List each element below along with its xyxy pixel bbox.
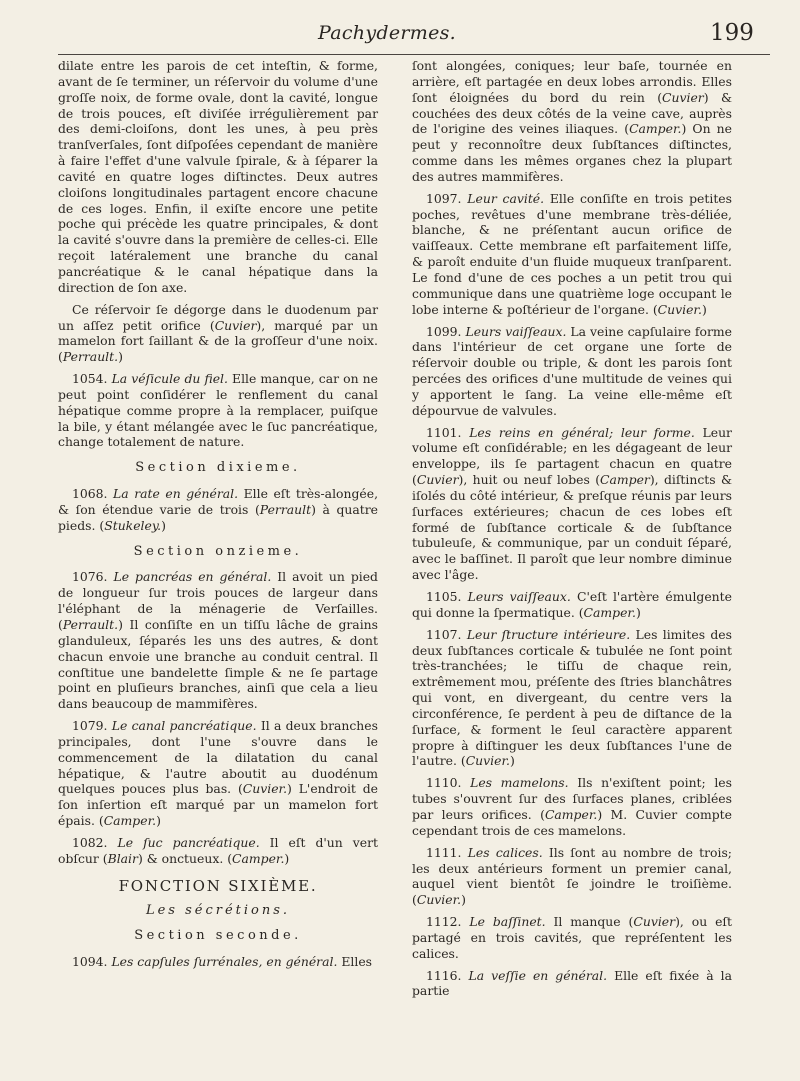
paragraph-term: Leurs vaiſſeaux. — [467, 589, 571, 604]
paragraph-1110 — [412, 775, 732, 838]
paragraph-text: ) & couchées des deux côtés de la veine cave, auprès de l'origine des veines iliaques. ( — [412, 89, 732, 137]
citation: Cuvier. — [657, 301, 702, 317]
paragraph-text: Il a deux branches principales, dont l'une s'ouvre dans le commencement de la dilatation du canal hépatique, & l'autre aboutit au duodénum quelques pouces plus bas. ( — [58, 718, 378, 797]
paragraph-text: La veine capſulaire forme dans l'intérieur de cet organe une ſorte de réſervoir double ou triple, & dont les parois ſont percées des orifices d'une multitude de veines qui y apportent le ſang. La veine elle-même eſt dépourvue de valvules. — [412, 323, 732, 418]
citation: Camper. — [544, 806, 598, 822]
citation: Camper. — [103, 813, 157, 829]
paragraph-term: Le ſuc pancréatique. — [117, 834, 260, 850]
paragraph-number: 1116. — [426, 967, 462, 983]
paragraph-number: 1076. — [72, 569, 108, 585]
header-rule — [58, 54, 770, 55]
paragraph-text: Elle manque, car on ne peut point conſidérer le renflement du canal hépatique comme propre à la remplacer, puiſque la bile, y étant mélangée avec le ſuc pancréatique, change totalement de nature. — [58, 371, 378, 450]
paragraph-text: Elle eſt fixée à la partie — [412, 967, 732, 999]
paragraph-1116 — [412, 968, 732, 1000]
paragraph-text: ) — [509, 753, 515, 769]
paragraph-text: dilate entre les parois de cet inteſtin, & forme, avant de ſe terminer, un réſervoir du volume d'une groſſe noix, de forme ovale, dont la cavité, longue de trois pouces, eſt diviſée irrégulièrement par des demi-cloiſons, dont les unes, à peu près tranſverſales, ſont diſpoſées cependant de manière à faire l'effet d'une valvule ſpirale, & à ſéparer la cavité en quatre loges diſtinctes. Deux autres cloiſons longitudinales partagent encore chacune de ces loges. Enfin, il exiſte encore une petite poche qui précède les quatre principales, & dont la cavité s'ouvre dans la première de celles-ci. Elle reçoit latéralement une branche du canal pancréatique & le canal hépatique dans la direction de ſon axe. — [58, 58, 378, 295]
citation: Cuvier. — [465, 753, 510, 769]
fonction-heading: FONCTION SIXIÈME. — [118, 876, 318, 895]
citation: Perrault — [259, 501, 312, 517]
running-title: Pachydermes. — [318, 22, 457, 44]
paragraph-text: ), marqué par un mamelon fort ſaillant & de la groſſeur d'une noix. ( — [58, 317, 378, 365]
paragraph-term: Le pancréas en général. — [113, 569, 272, 585]
citation: Blair — [107, 850, 138, 866]
paragraph-1111 — [412, 845, 732, 908]
paragraph-text: Ils n'exiſtent point; les tubes s'ouvrent ſur des ſurfaces planes, criblées par leurs orifices. ( — [412, 775, 732, 822]
paragraph-text: ) à quatre pieds. ( — [58, 501, 378, 533]
paragraph-1094 — [58, 954, 378, 970]
running-header — [0, 20, 800, 54]
paragraph-1099 — [412, 324, 732, 419]
paragraph-text: Il avoit un pied de longueur ſur trois pouces de largeur dans l'éléphant de la ménagerie de Verſailles. ( — [58, 569, 378, 632]
citation: Perrault. — [62, 617, 119, 632]
citation: Camper. — [629, 121, 682, 137]
citation: Cuvier — [633, 914, 676, 930]
paragraph-number: 1101. — [426, 424, 462, 440]
paragraph-text: Il eſt d'un vert obſcur ( — [58, 834, 379, 866]
paragraph-text: ) — [461, 892, 466, 908]
paragraph-text: Elles — [337, 954, 373, 970]
paragraph-term: Le canal pancréatique. — [111, 718, 257, 734]
paragraph-1079 — [58, 718, 378, 829]
citation: Cuvier. — [242, 781, 288, 797]
paragraph-text: ), diſtincts & iſolés du côté intérieur, & preſque réunis par leurs ſurfaces extérieures; chacun de ces lobes eſt formé de ſubſtance corticale & de ſubſtance tubuleuſe, & communique, par un conduit ſéparé, avec le baſſinet. Il paroît que leur nombre diminue avec l'âge. — [412, 472, 732, 583]
paragraph-number: 1097. — [426, 190, 462, 206]
paragraph-1082 — [58, 835, 378, 867]
citation: Cuvier. — [416, 892, 462, 908]
paragraph-text: ), huit ou neuf lobes ( — [458, 472, 601, 488]
section-heading-seconde: Section seconde. — [134, 928, 302, 944]
paragraph-text: Les limites des deux ſubſtances corticale & tubulée ne ſont point très-tranchées; le tiſſu de chaque rein, extrêmement mou, préſente des ſtries blanchâtres qui vont, en divergeant, du centre vers la circonférence, ſe perdent à peu de diſtance de la ſurface, & forment le ſeul caractère apparent propre à diſtinguer les deux ſubſtances l'une de l'autre. ( — [412, 626, 732, 769]
paragraph-text: ſont alongées, coniques; leur baſe, tournée en arrière, eſt partagée en deux lobes arrondis. Elles ſont éloignées du bord du rein ( — [412, 58, 732, 105]
paragraph-number: 1094. — [72, 954, 108, 970]
paragraph-reservoir-continued — [58, 58, 378, 296]
paragraph-term: Les capſules ſurrénales, en général. — [111, 954, 338, 970]
paragraph-1107 — [412, 627, 732, 770]
paragraph-1054 — [58, 371, 378, 450]
citation: Cuvier — [416, 472, 459, 488]
paragraph-term: Le baſſinet. — [469, 914, 546, 930]
paragraph-text: Elle conſiſte en trois petites poches, revêtues d'une membrane très-déliée, blanche, & ne préſentant aucun orifice de vaiſſeaux. Cette membrane eſt parfaitement liſſe, & paroît enduite d'un fluide muqueux tranſparent. Le fond d'une de ces poches a un petit trou qui communique dans une quatrième loge occupant le lobe interne & poſtérieur de l'organe. ( — [412, 190, 732, 317]
paragraph-1097 — [412, 191, 732, 318]
citation: Cuvier — [662, 89, 704, 105]
paragraph-number: 1107. — [426, 626, 462, 642]
paragraph-text: Ils ſont au nombre de trois; les deux antérieurs forment un premier canal, auquel vient bientôt ſe joindre le troiſième. ( — [412, 844, 732, 908]
paragraph-text: ) — [701, 301, 707, 317]
paragraph-1101 — [412, 425, 732, 583]
section-heading-dixieme: Section dixieme. — [135, 460, 301, 476]
paragraph-text: ) — [156, 813, 161, 829]
paragraph-number: 1079. — [72, 718, 108, 734]
paragraph-number: 1111. — [426, 844, 462, 860]
paragraph-text: ) & onctueux. ( — [137, 850, 233, 866]
paragraph-term: La véſicule du fiel. — [111, 371, 228, 387]
paragraph-term: Leur cavité. — [467, 190, 545, 206]
paragraph-number: 1112. — [426, 914, 462, 930]
paragraph-text: C'eſt l'artère émulgente qui donne la ſpermatique. ( — [412, 589, 732, 620]
paragraph-term: Leurs vaiſſeaux. — [465, 323, 567, 339]
paragraph-text: Leur volume eſt conſidérable; en les dégageant de leur enveloppe, ils ſe partagent chacun en quatre ( — [412, 424, 732, 488]
paragraph-text: ) L'endroit de ſon inſertion eſt marqué par un mamelon fort épais. ( — [58, 781, 378, 829]
paragraph-number: 1054. — [72, 371, 108, 387]
subheading-secretions: Les sécrétions. — [145, 902, 291, 918]
citation: Camper. — [583, 604, 636, 620]
paragraph-text: Ce réſervoir ſe dégorge dans le duodenum par un aſſez petit orifice ( — [58, 301, 378, 333]
paragraph-text: Elle eſt très-alongée, & ſon étendue varie de trois ( — [58, 486, 379, 517]
paragraph-text: ) M. Cuvier compte cependant trois de ces mamelons. — [412, 806, 732, 838]
paragraph-number: 1082. — [72, 834, 108, 850]
paragraph-term: Les calices. — [467, 844, 543, 860]
paragraph-text: ) — [284, 850, 290, 866]
citation: Camper. — [232, 850, 285, 866]
paragraph-number: 1099. — [426, 323, 462, 339]
page-number: 199 — [710, 20, 754, 46]
paragraph-text: ) Il conſiſte en un tiſſu lâche de grains glanduleux, ſéparés les uns des autres, & dont chacun envoie une branche au conduit central. Il conſtitue une bandelette ſimple & ne ſe partage point en pluſieurs branches, ainſi que cela a lieu dans beaucoup de mammifères. — [58, 617, 378, 712]
paragraph-term: Leur ſtructure intérieure. — [466, 626, 631, 642]
paragraph-text: Il manque ( — [545, 914, 634, 930]
paragraph-capsules-continued — [412, 58, 732, 185]
paragraph-number: 1068. — [72, 486, 108, 502]
paragraph-text: ) — [635, 604, 641, 620]
paragraph-number: 1105. — [426, 589, 462, 604]
paragraph-1112 — [412, 914, 732, 962]
left-column — [58, 58, 378, 976]
paragraph-term: Les mamelons. — [470, 775, 569, 791]
paragraph-number: 1110. — [426, 775, 462, 791]
paragraph-term: La rate en général. — [113, 486, 239, 502]
paragraph-1076 — [58, 569, 378, 712]
paragraph-term: La veſſie en général. — [468, 967, 608, 983]
right-column — [412, 58, 732, 1005]
section-heading-onzieme: Section onzieme. — [133, 543, 303, 559]
paragraph-text: ) — [161, 517, 166, 533]
paragraph-term: Les reins en général; leur forme. — [469, 424, 695, 440]
citation: Camper — [600, 472, 650, 488]
paragraph-duodenum — [58, 302, 378, 365]
paragraph-1105 — [412, 589, 732, 621]
citation: Perrault. — [62, 349, 119, 365]
citation: Stukeley. — [104, 517, 162, 533]
paragraph-text: ) On ne peut y reconnoître deux ſubſtances diſtinctes, comme dans les mêmes organes chez la plupart des autres mammifères. — [412, 121, 732, 184]
paragraph-text: ), ou eſt partagé en trois cavités, que repréſentent les calices. — [412, 914, 732, 961]
paragraph-text: ) — [118, 349, 123, 365]
paragraph-1068 — [58, 486, 378, 534]
citation: Cuvier — [214, 317, 257, 333]
